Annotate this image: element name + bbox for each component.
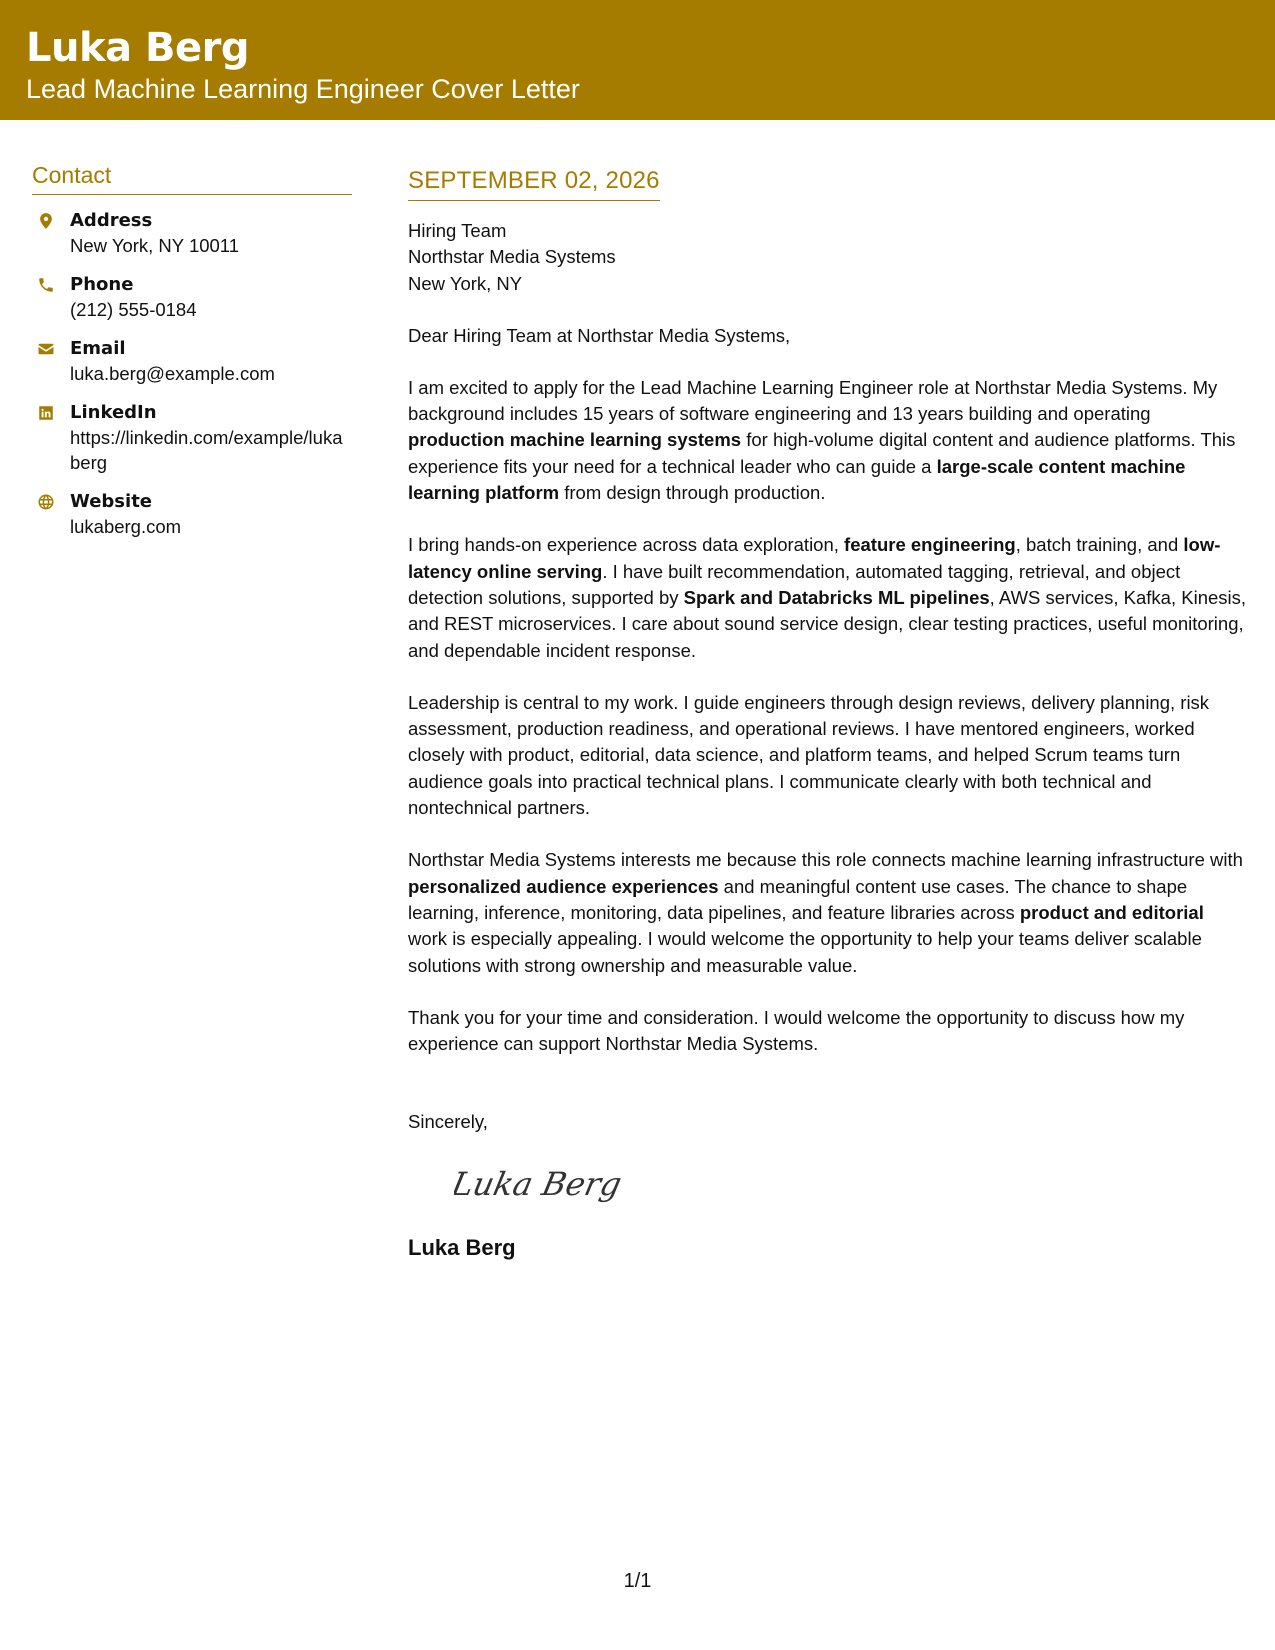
- body-paragraph: [408, 375, 1248, 506]
- contact-item-linkedin: [32, 401, 352, 475]
- paragraph-text: I bring hands-on experience across data exploration,: [408, 534, 845, 556]
- contact-list: [32, 209, 352, 539]
- paragraph-text: and meaningful content use cases. The chance to shape learning, inference, monitoring, data pipelines, and feature libraries across: [408, 875, 1188, 923]
- body-paragraph: [408, 1005, 1248, 1058]
- contact-item-address: [32, 209, 352, 258]
- header-banner: [0, 0, 1275, 120]
- date-block: [408, 166, 660, 201]
- signed-name: Luka Berg: [408, 1235, 516, 1261]
- contact-item-phone: [32, 273, 352, 322]
- contact-sidebar: [32, 160, 352, 554]
- contact-value: New York, NY 10011: [70, 235, 240, 256]
- letter-date: SEPTEMBER 02, 2026: [408, 167, 660, 194]
- recipient-line: Northstar Media Systems: [408, 246, 616, 268]
- closing: Sincerely,: [408, 1111, 488, 1133]
- salutation: Dear Hiring Team at Northstar Media Systems,: [408, 324, 791, 346]
- map-pin-icon: [36, 211, 56, 231]
- paragraph-text: , AWS services, Kafka, Kinesis, and REST microservices. I care about sound service design, clear testing practices, useful monitoring, and dependable incident response.: [408, 586, 1247, 661]
- recipient-line: New York, NY: [408, 272, 523, 294]
- envelope-icon: [36, 339, 56, 359]
- contact-label: Website: [70, 491, 153, 512]
- contact-label: Email: [70, 338, 126, 359]
- handwritten-signature: [454, 1157, 634, 1213]
- contact-label: Address: [70, 210, 153, 231]
- emphasis-text: feature engineering: [844, 534, 1016, 556]
- contact-value[interactable]: lukaberg.com: [70, 516, 182, 537]
- body-paragraph: [408, 532, 1248, 663]
- applicant-name: Luka Berg: [26, 25, 249, 71]
- emphasis-text: personalized audience experiences: [408, 875, 719, 897]
- body-paragraph: [408, 690, 1248, 821]
- contact-value[interactable]: luka.berg@example.com: [70, 363, 275, 384]
- contact-heading: Contact: [32, 160, 352, 195]
- emphasis-text: low-latency online serving: [408, 534, 1221, 582]
- phone-icon: [36, 275, 56, 295]
- emphasis-text: product and editorial: [1019, 901, 1204, 923]
- paragraph-text: I am excited to apply for the Lead Machine Learning Engineer role at Northstar Media Systems. My background includes 15 years of software engineering and 13 years building and operating: [408, 376, 1218, 425]
- contact-label: LinkedIn: [70, 402, 157, 423]
- emphasis-text: Spark and Databricks ML pipelines: [683, 586, 990, 608]
- contact-item-email: [32, 337, 352, 386]
- paragraph-text: Leadership is central to my work. I guide engineers through design reviews, delivery planning, risk assessment, production readiness, and operational reviews. I have mentored engineers, worked closely with product, editorial, data science, and platform teams, and helped Scrum teams turn audience goals into practical technical plans. I communicate clearly with both technical and nontechnical partners.: [408, 691, 1210, 819]
- globe-icon: [36, 492, 56, 512]
- contact-label: Phone: [70, 274, 134, 295]
- letter-body: [408, 166, 1248, 1262]
- paragraph-text: , batch training, and: [1015, 534, 1184, 556]
- letter-paragraphs: [408, 375, 1248, 1058]
- page-number: 1/1: [623, 1570, 652, 1592]
- emphasis-text: production machine learning systems: [408, 429, 742, 451]
- linkedin-icon: [36, 403, 56, 423]
- recipient-line: Hiring Team: [408, 220, 507, 241]
- paragraph-text: for high-volume digital content and audience platforms. This experience fits your need for a technical leader who can guide a: [408, 429, 1236, 477]
- contact-value: (212) 555-0184: [70, 299, 197, 320]
- paragraph-text: Thank you for your time and consideration. I would welcome the opportunity to discuss how my experience can support Northstar Media Systems.: [408, 1006, 1185, 1055]
- contact-value[interactable]: https://linkedin.com/example/lukaberg: [70, 427, 343, 473]
- paragraph-text: from design through production.: [559, 482, 826, 504]
- paragraph-text: Northstar Media Systems interests me because this role connects machine learning infrastructure with: [408, 849, 1243, 871]
- body-paragraph: [408, 847, 1248, 978]
- emphasis-text: large-scale content machine learning platform: [408, 455, 1186, 504]
- recipient-block: [408, 218, 1248, 297]
- paragraph-text: . I have built recommendation, automated tagging, retrieval, and object detection solutions, supported by: [408, 560, 1181, 608]
- contact-item-website: [32, 490, 352, 539]
- paragraph-text: work is especially appealing. I would welcome the opportunity to help your teams deliver scalable solutions with strong ownership and measurable value.: [408, 928, 1202, 976]
- signature-text: Luka Berg: [454, 1165, 625, 1204]
- document-subtitle: Lead Machine Learning Engineer Cover Letter: [26, 74, 580, 104]
